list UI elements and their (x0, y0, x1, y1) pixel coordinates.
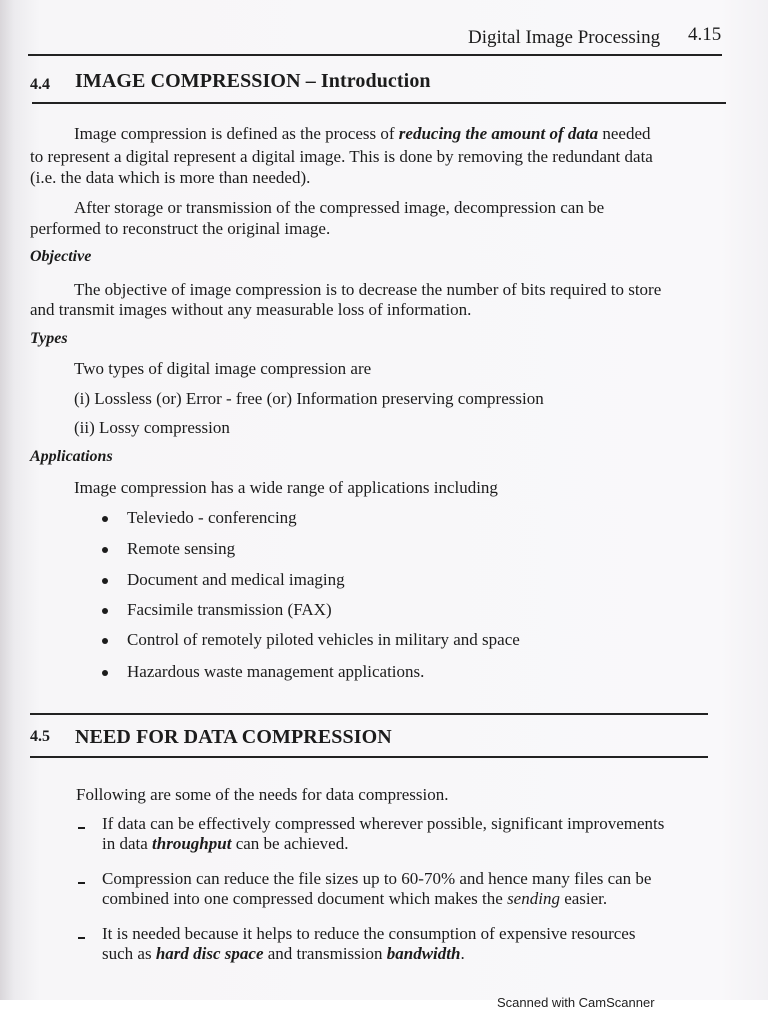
text-run: needed (598, 124, 651, 143)
bullet-icon (102, 547, 108, 553)
running-header-title: Digital Image Processing (468, 27, 661, 48)
section-rule (30, 713, 708, 715)
section-title: IMAGE COMPRESSION – Introduction (75, 70, 431, 92)
list-item: (ii) Lossy compression (74, 418, 230, 437)
list-item: If data can be effectively compressed wherever possible, significant improvements (102, 814, 665, 833)
list-item: Document and medical imaging (127, 570, 345, 589)
list-item-continuation (102, 944, 465, 964)
list-item: (i) Lossless (or) Error - free (or) Information preserving compression (74, 389, 544, 408)
text-run: Image compression is defined as the process of (74, 124, 399, 143)
header-rule (28, 54, 722, 56)
paragraph-line: to represent a digital represent a digital image. This is done by removing the redundant data (30, 147, 653, 166)
text-run: in data (102, 834, 153, 853)
section-number: 4.4 (30, 76, 50, 93)
bullet-icon (102, 578, 108, 584)
list-item: It is needed because it helps to reduce the consumption of expensive resources (102, 924, 636, 943)
dash-bullet-icon (78, 827, 85, 829)
list-item-continuation (102, 834, 348, 854)
paragraph-line: performed to reconstruct the original image. (30, 219, 331, 238)
section-number: 4.5 (30, 728, 50, 745)
list-item: Facsimile transmission (FAX) (127, 600, 332, 619)
emphasis-text: hard disc space (155, 944, 264, 963)
bullet-icon (102, 638, 108, 644)
dash-bullet-icon (78, 937, 85, 939)
paragraph-line: (i.e. the data which is more than needed). (30, 168, 311, 187)
subheading-types: Types (30, 330, 68, 347)
emphasis-text: sending (507, 889, 560, 908)
bullet-icon (102, 670, 108, 676)
text-run: easier. (559, 889, 608, 908)
paragraph-line: After storage or transmission of the compressed image, decompression can be (74, 198, 605, 217)
text-run: can be achieved. (231, 834, 349, 853)
paragraph-line: and transmit images without any measurable loss of information. (30, 300, 472, 319)
page-number: 4.15 (688, 24, 722, 45)
paragraph-line: The objective of image compression is to decrease the number of bits required to store (74, 280, 662, 299)
emphasis-text: reducing the amount of data (398, 124, 599, 143)
section-rule (32, 102, 726, 104)
paragraph-line: Following are some of the needs for data compression. (76, 785, 449, 804)
text-run: . (460, 944, 465, 963)
subheading-objective: Objective (30, 248, 92, 265)
subheading-applications: Applications (30, 448, 113, 465)
text-run: combined into one compressed document which makes the (102, 889, 508, 908)
dash-bullet-icon (78, 882, 85, 884)
list-item-continuation (102, 889, 607, 909)
section-title: NEED FOR DATA COMPRESSION (75, 726, 392, 748)
paragraph-line: Image compression has a wide range of applications including (74, 478, 498, 497)
list-item: Televiedo - conferencing (127, 508, 297, 527)
list-item: Control of remotely piloted vehicles in military and space (127, 630, 520, 649)
text-run: such as (102, 944, 156, 963)
bullet-icon (102, 516, 108, 522)
list-item: Hazardous waste management applications. (127, 662, 425, 681)
emphasis-text: bandwidth (386, 944, 461, 963)
text-run: and transmission (263, 944, 387, 963)
list-item: Remote sensing (127, 539, 236, 558)
paragraph-line (74, 124, 651, 144)
list-item: Compression can reduce the file sizes up to 60-70% and hence many files can be (102, 869, 652, 888)
scanner-watermark: Scanned with CamScanner (497, 995, 655, 1010)
paragraph-line: Two types of digital image compression are (74, 359, 372, 378)
section-rule (30, 756, 708, 758)
emphasis-text: throughput (152, 834, 232, 853)
bullet-icon (102, 608, 108, 614)
